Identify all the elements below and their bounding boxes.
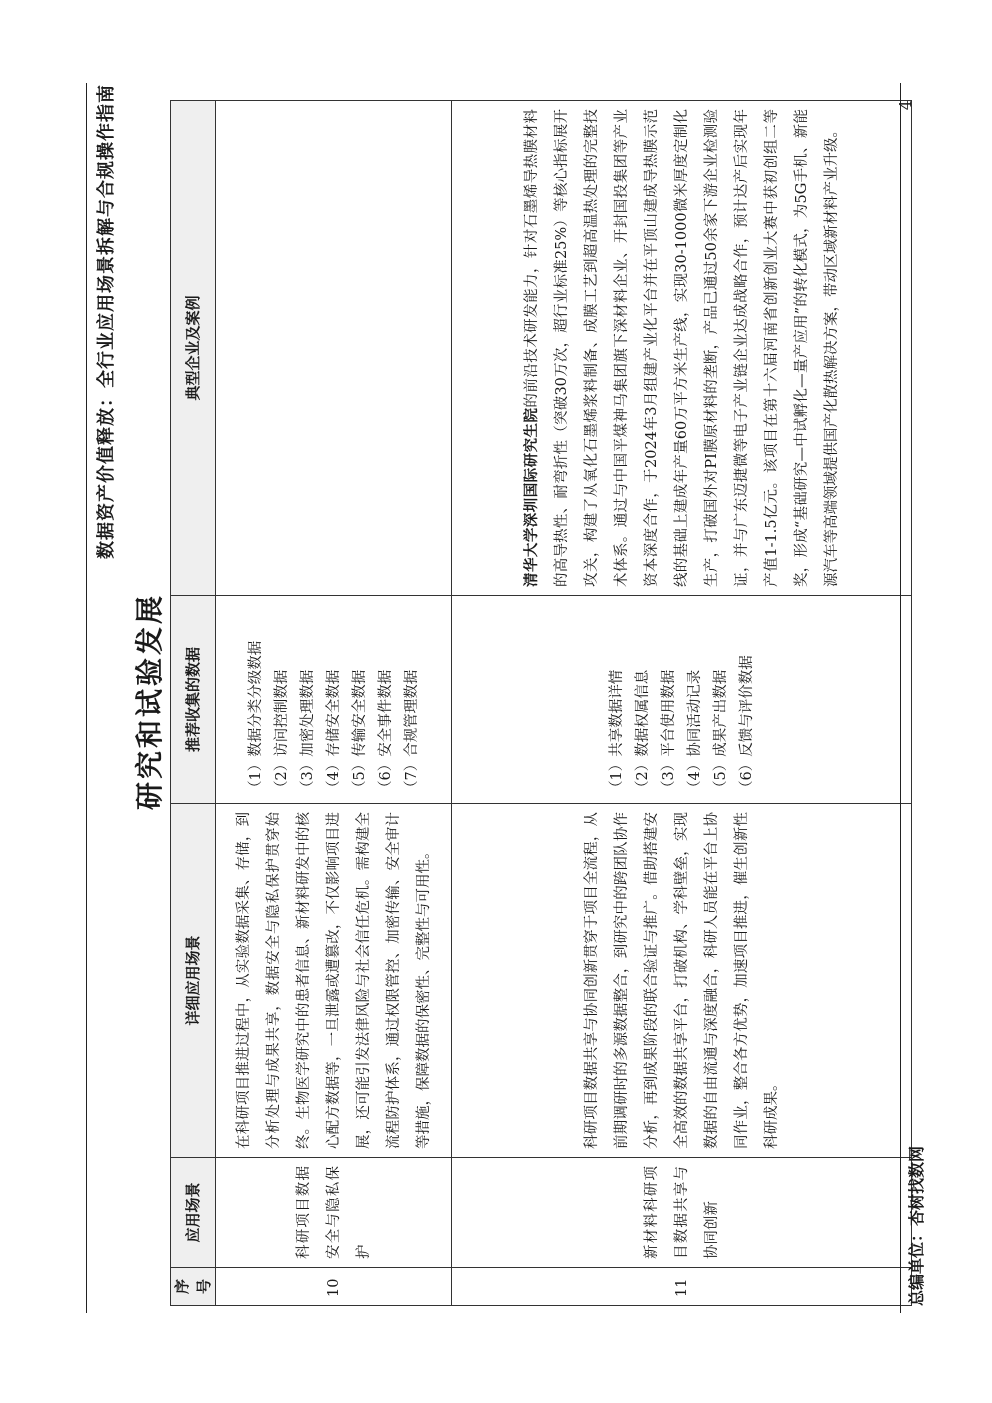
row-detail: 在科研项目推进过程中，从实验数据采集、存储，到分析处理与成果共享，数据安全与隐私保护贯穿始终。生物医学研究中的患者信息、新材料研发中的核心配方数据等，一旦泄露或遭篡改，不仅影响项目进展，还可能引发法律风险与社会信任危机。需构建全流程防护体系，通过权限管控、加密传输、安全审计等措施，保障数据的保密性、完整性与可用性。 xyxy=(216,804,452,1158)
data-item: （2）数据权属信息 xyxy=(634,669,651,795)
row-index: 10 xyxy=(216,1268,452,1306)
case-text: 的前沿技术研发能力，针对石墨烯导热膜材料的高导热性、耐弯折性（突破30万次，超行业标准25%）等核心指标展开攻关，构建了从氧化石墨烯浆料制备、成膜工艺到超高温热处理的完整技术体系。通过与中国平煤神马集团旗下深材料企业、开封国投集团等产业资本深度合作，于2024年3月组建产业化平台并在平顶山建成导热膜示范线的基础上建成年产量60万平方米生产线，实现30-1000微米厚度定制化生产，打破国外对PI膜原材料的垄断，产品已通过50余家下游企业检测验证，并与广东迈捷微等电子产业链企业达成战略合作，预计达产后实现年产值1-1.5亿元。该项目在第十六届河南省创新创业大赛中获初创组二等奖，形成“基础研究—中试孵化—量产应用”的转化模式，为5G手机、新能源汽车等高端领域提供国产化散热解决方案，带动区域新材料产业升级。 xyxy=(523,108,840,587)
row-data-list xyxy=(216,596,452,804)
data-item: （3）平台使用数据 xyxy=(660,669,677,795)
section-title: 研究和试验发展 xyxy=(133,593,166,811)
data-item: （3）加密处理数据 xyxy=(299,669,316,795)
page-number: 4 xyxy=(896,100,915,111)
data-item: （2）访问控制数据 xyxy=(273,669,290,795)
data-item: （7）合规管理数据 xyxy=(403,669,420,795)
data-item: （1）数据分类分级数据 xyxy=(247,640,264,795)
col-header-scene: 应用场景 xyxy=(171,1158,216,1268)
data-item: （5）成果产出数据 xyxy=(712,669,729,795)
data-item: （6）安全事件数据 xyxy=(377,669,394,795)
footer-editor: 总编单位：杏树找数网 xyxy=(907,1145,926,1306)
row-scene: 新材料科研项目数据共享与协同创新 xyxy=(452,1158,912,1268)
row-case xyxy=(452,101,912,596)
table-row xyxy=(216,101,452,1306)
data-item: （1）共享数据详情 xyxy=(608,669,625,795)
col-header-index: 序号 xyxy=(171,1268,216,1306)
row-case xyxy=(216,101,452,596)
table-row xyxy=(452,101,912,1306)
case-org: 清华大学深圳国际研究生院 xyxy=(522,407,540,587)
col-header-case: 典型企业及案例 xyxy=(171,101,216,596)
data-item: （5）传输安全数据 xyxy=(351,669,368,795)
header-title: 数据资产价值释放：全行业应用场景拆解与合规操作指南 xyxy=(96,84,117,559)
row-detail: 科研项目数据共享与协同创新贯穿于项目全流程，从前期调研时的多源数据整合，到研究中的跨团队协作分析，再到成果阶段的联合验证与推广。借助搭建安全高效的数据共享平台，打破机构、学科壁垒，实现数据的自由流通与深度融合，科研人员能在平台上协同作业，整合各方优势，加速项目推进，催生创新性科研成果。 xyxy=(452,804,912,1158)
col-header-detail: 详细应用场景 xyxy=(171,804,216,1158)
row-data-list xyxy=(452,596,912,804)
header-divider xyxy=(86,83,87,1313)
row-scene: 科研项目数据安全与隐私保护 xyxy=(216,1158,452,1268)
scenario-table xyxy=(170,100,912,1306)
table-header-row xyxy=(171,101,216,1306)
data-item: （6）反馈与评价数据 xyxy=(738,655,755,795)
row-index: 11 xyxy=(452,1268,912,1306)
footer-divider xyxy=(900,83,901,1313)
col-header-data: 推荐收集的数据 xyxy=(171,596,216,804)
data-item: （4）存储安全数据 xyxy=(325,669,342,795)
data-item: （4）协同活动记录 xyxy=(686,669,703,795)
